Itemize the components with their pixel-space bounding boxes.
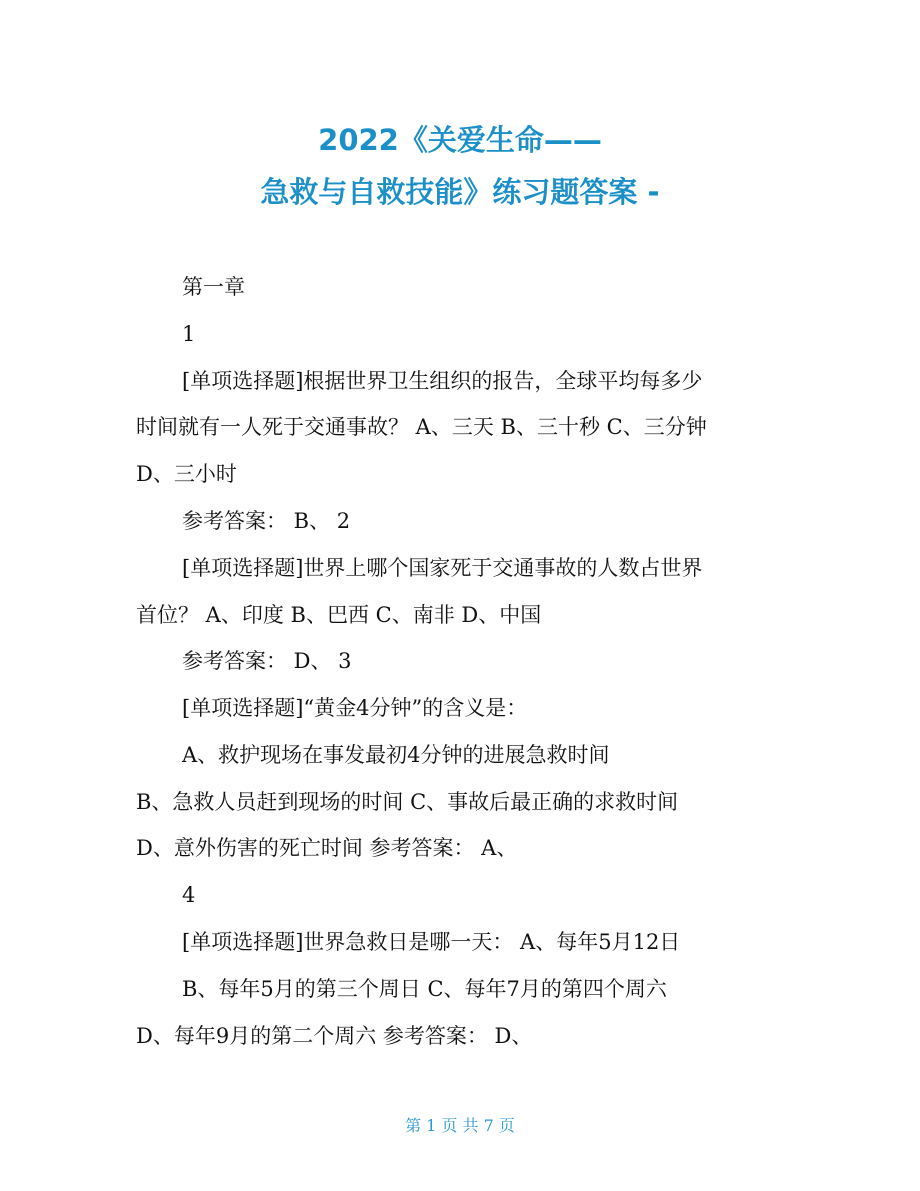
answer-line: D、每年9月的第二个周六 参考答案： D、 bbox=[136, 1024, 533, 1048]
question-options: B、急救人员赶到现场的时间 C、事故后最正确的求救时间 bbox=[136, 790, 679, 814]
question-options: 首位？ A、印度 B、巴西 C、南非 D、中国 bbox=[136, 603, 542, 627]
answer-line: 参考答案： D、 3 bbox=[182, 649, 352, 673]
chapter-heading: 第一章 bbox=[182, 275, 245, 299]
document-title-line-2: 急救与自救技能》练习题答案 - bbox=[260, 175, 660, 209]
question-number: 1 bbox=[182, 322, 196, 346]
question-text: [单项选择题]世界上哪个国家死于交通事故的人数占世界 bbox=[182, 556, 703, 580]
question-option: A、救护现场在事发最初4分钟的进展急救时间 bbox=[182, 743, 610, 767]
question-text: 时间就有一人死于交通事故？ A、三天 B、三十秒 C、三分钟 bbox=[136, 415, 707, 439]
question-number: 4 bbox=[182, 883, 196, 907]
question-options: D、三小时 bbox=[136, 462, 237, 486]
question-options: B、每年5月的第三个周日 C、每年7月的第四个周六 bbox=[182, 977, 667, 1001]
answer-line: 参考答案： B、 2 bbox=[182, 509, 351, 533]
document-title-line-1: 2022《关爱生命—— bbox=[318, 123, 602, 157]
question-text: [单项选择题]根据世界卫生组织的报告，全球平均每多少 bbox=[182, 369, 703, 393]
question-text: [单项选择题]“黄金4分钟”的含义是： bbox=[182, 696, 528, 720]
question-text: [单项选择题]世界急救日是哪一天： A、每年5月12日 bbox=[182, 930, 681, 954]
answer-line: D、意外伤害的死亡时间 参考答案： A、 bbox=[136, 836, 518, 860]
page-number-footer: 第 1 页 共 7 页 bbox=[405, 1116, 515, 1135]
